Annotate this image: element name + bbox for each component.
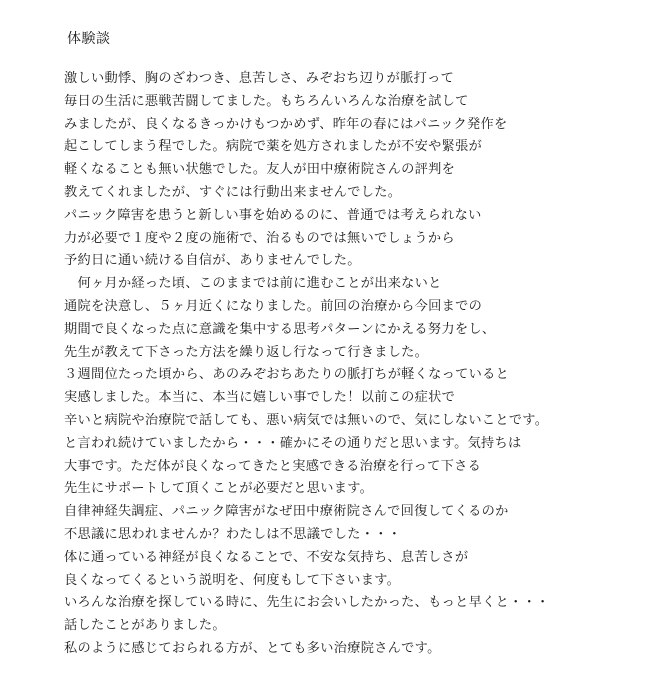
body-line: 起こしてしまう程でした。病院で薬を処方されましたが不安や緊張が [64,139,483,155]
body-line: 大事です。ただ体が良くなってきたと実感できる治療を行って下さる [64,458,482,474]
body-line: みましたが、良くなるきっかけもつかめず、昨年の春にはパニック発作を [64,116,508,132]
body-line: 自律神経失調症、パニック障害がなぜ田中療術院さんで回復してくるのか [64,504,509,520]
body-line: 通院を決意し、５ヶ月近くになりました。前回の治療から今回までの [64,298,483,314]
body-line: 先生が教えて下さった方法を繰り返し行なって行きました。 [64,344,429,360]
body-line: 力が必要で１度や２度の施術で、治るものでは無いでしょうから [64,230,455,246]
body-line: 期間で良くなった点に意識を集中する思考パターンにかえる努力をし、 [64,321,496,337]
body-line: 良くなってくるという説明を、何度もして下さいます。 [64,572,401,588]
document-title: 体験談 [67,31,111,47]
body-line: ３週間位たった頃から、あのみぞおちあたりの脈打ちが軽くなっていると [64,367,510,383]
body-line: 激しい動悸、胸のざわつき、息苦しさ、みぞおち辺りが脈打って [64,71,455,86]
body-line: 辛いと病院や治療院で話しても、悪い病気では無いので、気にしないことです。 [64,412,549,428]
body-line: 毎日の生活に悪戦苦闘してました。もちろんいろんな治療を試して [64,93,469,109]
body-line: 私のように感じておられる方が、とても多い治療院さんです。 [64,640,441,656]
body-line: パニック障害を患うと新しい事を始めるのに、普通では考えられない [64,207,482,223]
body-line: 予約日に通い続ける自信が、ありませんでした。 [64,253,361,269]
body-line: 軽くなることも無い状態でした。友人が田中療術院さんの評判を [64,162,456,178]
document-body [64,68,654,661]
body-line: 先生にサポートして頂くことが必要だと思います。 [64,481,374,497]
body-line: 話したことがありました。 [64,618,226,634]
body-line: と言われ続けていましたから・・・確かにその通りだと思います。気持ちは [64,435,522,451]
body-line: いろんな治療を探している時に、先生にお会いしたかった、もっと早くと・・・ [64,595,550,611]
body-line: 体に通っている神経が良くなることで、不安な気持ち、息苦しさが [64,549,469,565]
body-line: 教えてくれましたが、すぐには行動出来ませんでした。 [64,184,402,200]
body-line: 不思議に思われませんか？わたしは不思議でした・・・ [64,526,402,542]
body-line: 何ヶ月か経った頃、このままでは前に進むことが出来ないと [64,276,442,292]
body-line: 実感しました。本当に、本当に嬉しい事でした！以前この症状で [64,390,456,406]
